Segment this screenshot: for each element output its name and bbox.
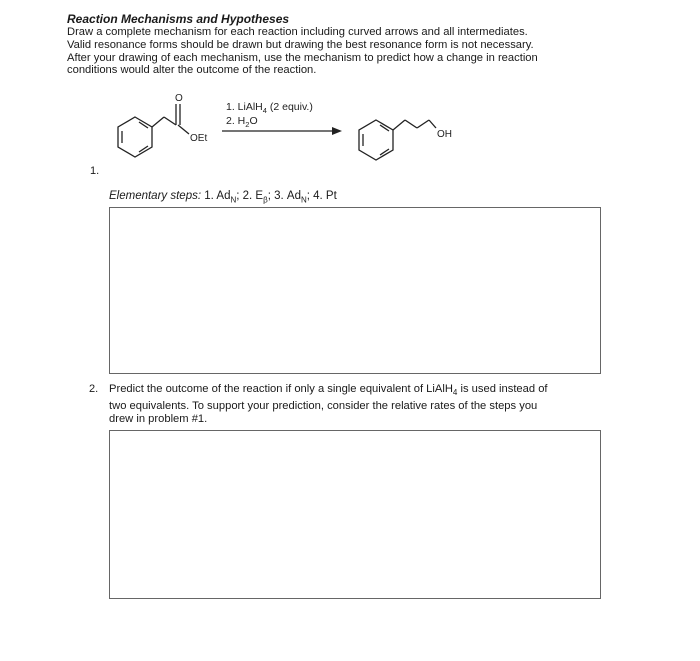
reactant-chain <box>152 104 189 134</box>
product-hydroxyl-label: OH <box>437 129 452 140</box>
reactant-ethoxy-label: OEt <box>190 133 208 144</box>
reaction-scheme <box>0 0 700 200</box>
instruction-line: After your drawing of each mechanism, use the mechanism to predict how a change in reaction <box>67 51 538 64</box>
carbonyl-oxygen-label: O <box>175 93 183 104</box>
condition-1: 1. LiAlH$_4$ (2 equiv.) <box>226 101 313 115</box>
product-benzene-ring <box>359 120 393 160</box>
instruction-line: Draw a complete mechanism for each reaction including curved arrows and all intermediates. <box>67 26 528 38</box>
product-chain <box>393 120 436 130</box>
problem-2-number: 2. <box>89 383 99 395</box>
problem-2-line: drew in problem #1. <box>109 412 208 425</box>
reactant-benzene-ring <box>118 117 152 157</box>
answer-box-problem-1[interactable] <box>109 207 601 374</box>
problem-2-text <box>109 383 629 426</box>
elementary-steps: Elementary steps: 1. $Ad_N$; 2. $E_\beta$; 3. $Ad_N$; 4. Pt <box>109 190 337 205</box>
condition-2: 2. $H_2O$ <box>226 115 258 129</box>
instruction-line: Valid resonance forms should be drawn but drawing the best resonance form is not necessary. <box>67 38 534 51</box>
problem-1-number: 1. <box>90 165 100 177</box>
page-title: Reaction Mechanisms and Hypotheses <box>67 12 290 26</box>
problem-2-line: two equivalents. To support your prediction, consider the relative rates of the steps you <box>109 400 538 413</box>
problem-2-line: Predict the outcome of the reaction if only a single equivalent of LiAlH$_4$ is used instead of <box>109 383 548 398</box>
reaction-arrow <box>222 127 342 135</box>
elementary-steps-lead: Elementary steps: <box>109 190 202 202</box>
answer-box-problem-2[interactable] <box>109 430 601 599</box>
instruction-line: conditions would alter the outcome of the reaction. <box>67 64 317 77</box>
